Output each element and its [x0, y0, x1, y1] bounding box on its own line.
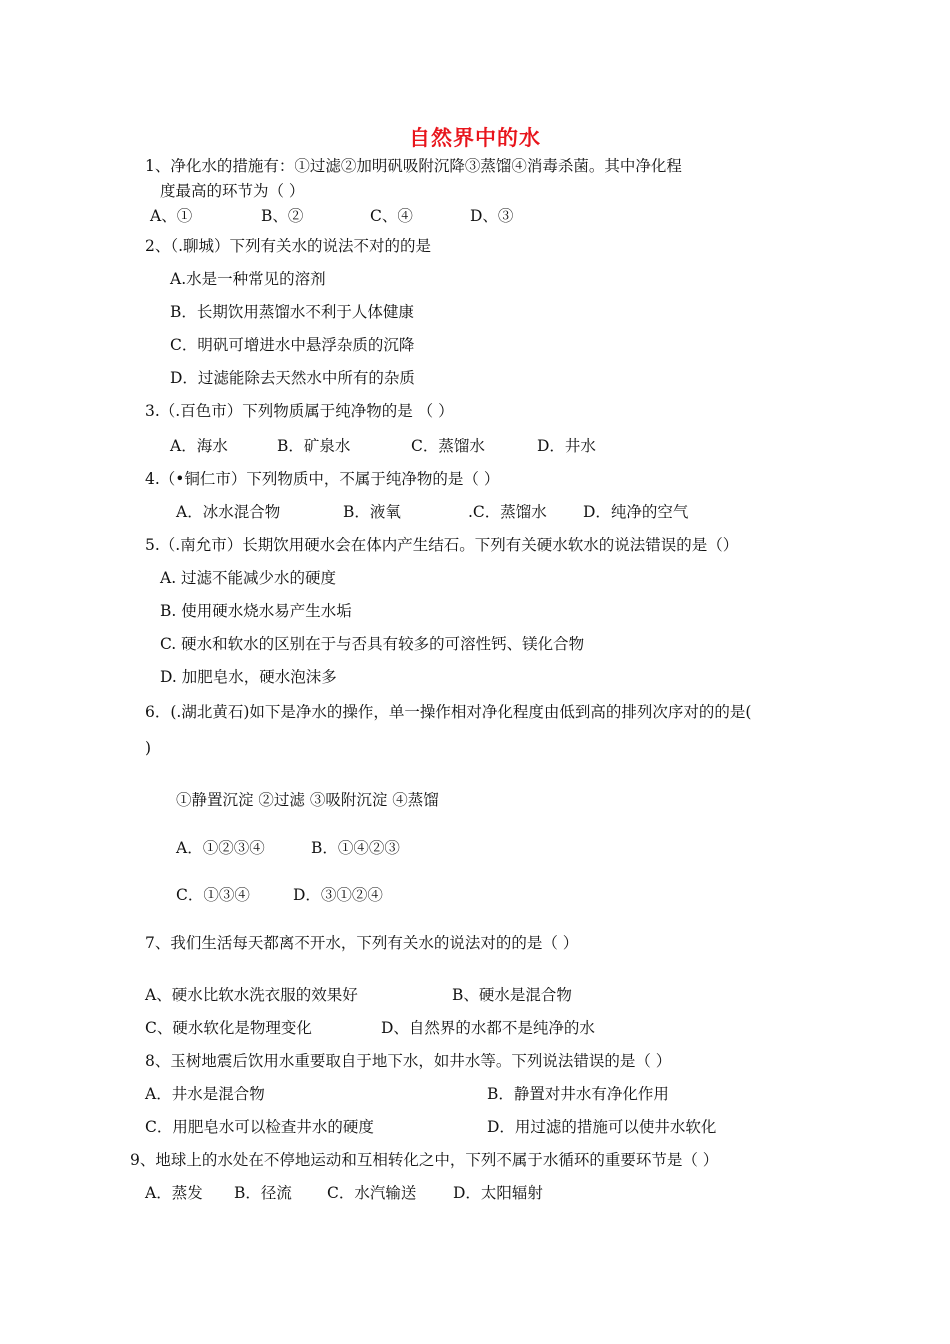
- question-3-option-b: B．矿泉水: [277, 437, 351, 455]
- question-5-option-d: D. 加肥皂水，硬水泡沫多: [160, 668, 337, 686]
- question-4-option-b: B．液氧: [343, 503, 401, 521]
- question-9-option-a: A．蒸发: [145, 1184, 203, 1202]
- question-2-stem: 2、（.聊城）下列有关水的说法不对的的是: [145, 237, 432, 255]
- question-7-option-d: D、自然界的水都不是纯净的水: [381, 1019, 595, 1037]
- question-6-option-a: A．①②③④: [176, 839, 265, 857]
- question-6-option-c: C．①③④: [176, 886, 250, 904]
- question-7-option-c: C、硬水软化是物理变化: [145, 1019, 312, 1037]
- question-2-option-d: D．过滤能除去天然水中所有的杂质: [170, 369, 415, 387]
- question-9-option-d: D．太阳辐射: [453, 1184, 543, 1202]
- question-5-stem: 5.（.南允市）长期饮用硬水会在体内产生结石。下列有关硬水软水的说法错误的是（）: [145, 536, 739, 554]
- question-8-stem: 8、玉树地震后饮用水重要取自于地下水，如井水等。下列说法错误的是（ ）: [145, 1052, 672, 1070]
- question-4-option-c: .C．蒸馏水: [468, 503, 547, 521]
- question-1-option-a: A、①: [150, 207, 193, 225]
- question-3-option-c: C．蒸馏水: [411, 437, 485, 455]
- question-8-option-c: C．用肥皂水可以检查井水的硬度: [145, 1118, 374, 1136]
- question-4-option-a: A．冰水混合物: [176, 503, 281, 521]
- question-6-stem-line1: 6．(.湖北黄石)如下是净水的操作，单一操作相对净化程度由低到高的排列次序对的的是(: [145, 703, 752, 721]
- question-1-option-d: D、③: [470, 207, 514, 225]
- question-9-option-c: C．水汽输送: [327, 1184, 417, 1202]
- question-7-option-b: B、硬水是混合物: [452, 986, 572, 1004]
- question-1-stem-line2: 度最高的环节为（ ）: [160, 182, 305, 200]
- question-6-option-b: B．①④②③: [311, 839, 400, 857]
- question-5-option-a: A. 过滤不能减少水的硬度: [160, 569, 337, 587]
- question-6-option-d: D．③①②④: [293, 886, 383, 904]
- question-5-option-b: B. 使用硬水烧水易产生水垢: [160, 602, 352, 620]
- question-3-option-a: A．海水: [170, 437, 228, 455]
- question-5-option-c: C. 硬水和软水的区别在于与否具有较多的可溶性钙、镁化合物: [160, 635, 585, 653]
- question-4-stem: 4.（•铜仁市）下列物质中，不属于纯净物的是（ ）: [145, 470, 500, 488]
- question-1-stem-line1: 1、净化水的措施有：①过滤②加明矾吸附沉降③蒸馏④消毒杀菌。其中净化程: [145, 157, 682, 175]
- question-6-steps: ①静置沉淀 ②过滤 ③吸附沉淀 ④蒸馏: [176, 791, 439, 809]
- question-1-option-c: C、④: [370, 207, 413, 225]
- question-8-option-b: B．静置对井水有净化作用: [487, 1085, 669, 1103]
- question-3-option-d: D．井水: [537, 437, 596, 455]
- question-9-option-b: B．径流: [234, 1184, 292, 1202]
- question-1-option-b: B、②: [261, 207, 304, 225]
- question-8-option-d: D．用过滤的措施可以使井水软化: [487, 1118, 717, 1136]
- question-7-stem: 7、我们生活每天都离不开水，下列有关水的说法对的的是（ ）: [145, 934, 579, 952]
- question-2-option-b: B．长期饮用蒸馏水不利于人体健康: [170, 303, 414, 321]
- question-3-stem: 3.（.百色市）下列物质属于纯净物的是 （ ）: [145, 402, 454, 420]
- question-4-option-d: D．纯净的空气: [583, 503, 689, 521]
- question-8-option-a: A．井水是混合物: [145, 1085, 265, 1103]
- question-9-stem: 9、地球上的水处在不停地运动和互相转化之中，下列不属于水循环的重要环节是（ ）: [130, 1151, 719, 1169]
- question-6-stem-line2: ): [145, 739, 152, 757]
- question-7-option-a: A、硬水比软水洗衣服的效果好: [145, 986, 358, 1004]
- question-2-option-a: A.水是一种常见的溶剂: [170, 270, 326, 288]
- question-2-option-c: C．明矾可增进水中悬浮杂质的沉降: [170, 336, 415, 354]
- page-title: 自然界中的水: [409, 126, 541, 150]
